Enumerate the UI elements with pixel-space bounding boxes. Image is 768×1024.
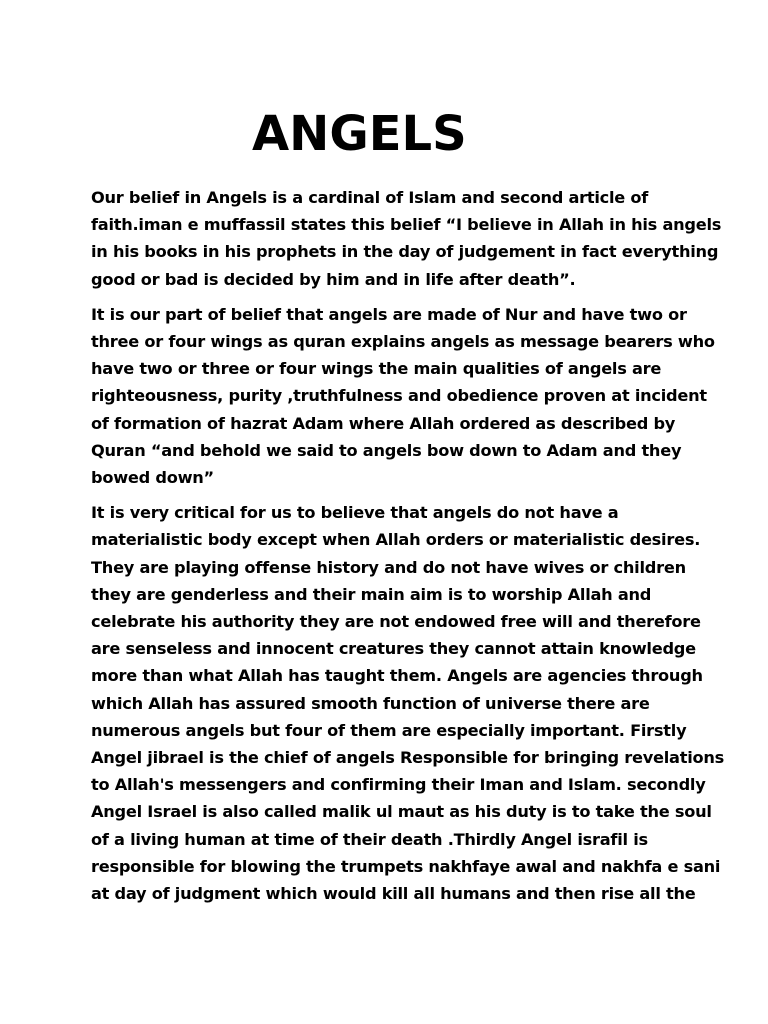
text-line: are senseless and innocent creatures they cannot attain knowledge [91, 639, 696, 659]
text-line: It is very critical for us to believe that angels do not have a [91, 503, 619, 523]
text-line: materialistic body except when Allah orders or materialistic desires. [91, 530, 701, 550]
text-line: to Allah's messengers and confirming their Iman and Islam. secondly [91, 775, 706, 795]
text-line: which Allah has assured smooth function of universe there are [91, 693, 650, 713]
text-line: They are playing offense history and do not have wives or children [91, 557, 686, 577]
text-line: of formation of hazrat Adam where Allah ordered as described by [91, 413, 676, 433]
text-line: in his books in his prophets in the day of judgement in fact everything [91, 242, 719, 262]
text-line: Our belief in Angels is a cardinal of Islam and second article of [91, 188, 649, 207]
text-line: celebrate his authority they are not endowed free will and therefore [91, 612, 701, 632]
text-line: bowed down” [91, 468, 214, 488]
text-line: good or bad is decided by him and in life after death”. [91, 269, 576, 289]
paragraph [91, 184, 722, 293]
text-line: numerous angels but four of them are especially important. Firstly [91, 720, 687, 740]
text-line: they are genderless and their main aim is to worship Allah and [91, 584, 652, 604]
text-line: righteousness, purity ,truthfulness and obedience proven at incident [91, 386, 707, 406]
text-line: Quran “and behold we said to angels bow down to Adam and they [91, 440, 682, 460]
text-line: Angel Israel is also called malik ul maut as his duty is to take the soul [91, 802, 712, 822]
text-line: responsible for blowing the trumpets nakhfaye awal and nakhfa e sani [91, 856, 721, 876]
document-title: ANGELS [252, 106, 467, 162]
text-line: of a living human at time of their death .Thirdly Angel israfil is [91, 829, 648, 849]
text-line: Angel jibrael is the chief of angels Responsible for bringing revelations [91, 748, 725, 768]
paragraph [91, 301, 715, 491]
text-line: It is our part of belief that angels are made of Nur and have two or [91, 304, 687, 324]
text-line: at day of judgment which would kill all humans and then rise all the [91, 884, 696, 904]
text-line: have two or three or four wings the main qualities of angels are [91, 359, 662, 379]
text-line: three or four wings as quran explains angels as message bearers who [91, 332, 715, 352]
text-line: faith.iman e muffassil states this belief “I believe in Allah in his angels [91, 215, 722, 235]
text-line: more than what Allah has taught them. Angels are agencies through [91, 666, 703, 686]
paragraph [91, 499, 725, 907]
document-body [91, 184, 725, 915]
